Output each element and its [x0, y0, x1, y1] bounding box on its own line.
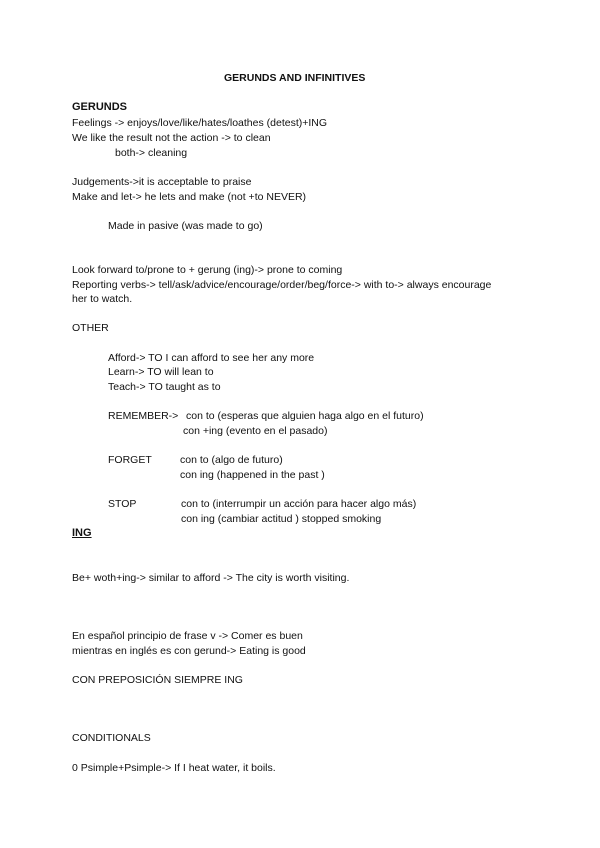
- judgements-line: Judgements->it is acceptable to praise: [72, 176, 252, 188]
- stop-ing-line: con ing (cambiar actitud ) stopped smoking: [181, 513, 382, 525]
- zero-conditional-line: 0 Psimple+Psimple-> If I heat water, it boils.: [72, 762, 276, 774]
- spanish-line-2: mientras en inglés es con gerund-> Eating is good: [72, 645, 306, 657]
- remember-ing-line: con +ing (evento en el pasado): [183, 425, 328, 437]
- we-like-line: We like the result not the action -> to clean: [72, 132, 271, 144]
- feelings-line: Feelings -> enjoys/love/like/hates/loathes (detest)+ING: [72, 117, 328, 129]
- worth-line: Be+ woth+ing-> similar to afford -> The city is worth visiting.: [72, 572, 350, 584]
- reporting-line-1: Reporting verbs-> tell/ask/advice/encourage/order/beg/force-> with to-> always encourage: [72, 279, 492, 291]
- other-heading: OTHER: [72, 322, 109, 334]
- remember-label: REMEMBER->: [108, 410, 179, 422]
- reporting-line-2: her to watch.: [72, 293, 133, 305]
- both-line: both-> cleaning: [115, 147, 188, 159]
- forget-to-line: con to (algo de futuro): [180, 454, 283, 466]
- conditionals-heading: CONDITIONALS: [72, 732, 151, 744]
- stop-label: STOP: [108, 498, 137, 510]
- page-title: GERUNDS AND INFINITIVES: [224, 72, 366, 84]
- teach-line: Teach-> TO taught as to: [108, 381, 221, 393]
- remember-to-line: con to (esperas que alguien haga algo en el futuro): [186, 410, 424, 422]
- gerunds-heading: GERUNDS: [72, 101, 128, 113]
- spanish-line-1: En español principio de frase v -> Comer es buen: [72, 630, 303, 642]
- look-forward-line: Look forward to/prone to + gerung (ing)-> prone to coming: [72, 264, 343, 276]
- make-let-line: Make and let-> he lets and make (not +to NEVER): [72, 191, 307, 203]
- stop-to-line: con to (interrumpir un acción para hacer algo más): [181, 498, 417, 510]
- afford-line: Afford-> TO I can afford to see her any more: [108, 352, 315, 364]
- learn-line: Learn-> TO will lean to: [108, 366, 214, 378]
- forget-label: FORGET: [108, 454, 152, 466]
- made-pasive-line: Made in pasive (was made to go): [108, 220, 263, 232]
- preposition-line: CON PREPOSICIÓN SIEMPRE ING: [72, 674, 243, 686]
- forget-ing-line: con ing (happened in the past ): [180, 469, 325, 481]
- ing-heading: ING: [72, 527, 92, 539]
